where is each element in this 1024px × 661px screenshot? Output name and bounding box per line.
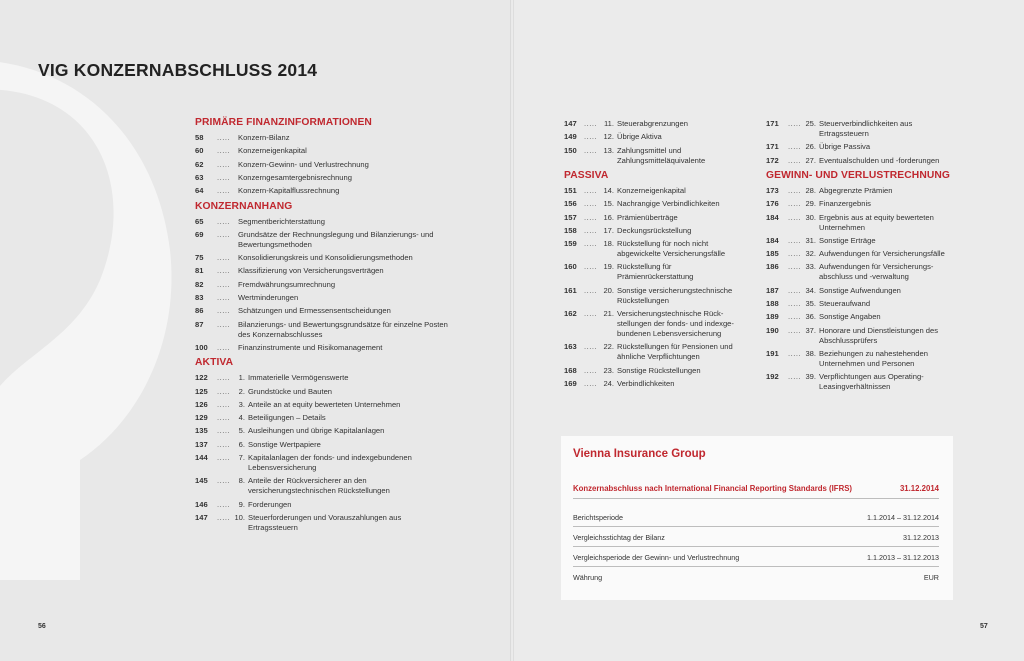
toc-entry xyxy=(195,266,485,276)
toc-entry-text: Kapitalanlagen der fonds- und indexgebundenen xyxy=(248,453,412,462)
toc-dots: ..... xyxy=(217,306,231,316)
toc-entry xyxy=(195,453,485,473)
toc-entry xyxy=(564,119,754,129)
toc-page-number: 126 xyxy=(195,399,208,409)
toc-entry-text: Grundsätze der Rechnungslegung und Bilanzierungs- und xyxy=(238,229,434,239)
toc-page-number: 191 xyxy=(766,348,779,358)
divider xyxy=(573,566,939,567)
toc-entry-text: Übrige Passiva xyxy=(819,142,871,152)
toc-dots: ..... xyxy=(788,348,802,358)
toc-page-number: 192 xyxy=(766,372,779,382)
toc-entry-text: Rückstellungen xyxy=(617,295,669,305)
toc-page-number: 83 xyxy=(195,293,204,302)
toc-page-number: 129 xyxy=(195,413,208,423)
toc-page-number: 171 xyxy=(766,142,779,152)
toc-dots: ..... xyxy=(217,159,231,169)
info-row-value: 1.1.2014 – 31.12.2014 xyxy=(867,513,939,522)
toc-page-number: 185 xyxy=(766,249,779,259)
toc-entry-text: Sonstige versicherungstechnische xyxy=(617,285,733,295)
toc-entry xyxy=(195,500,485,510)
toc-index: 20. xyxy=(603,285,614,295)
toc-entry-text: Konzerneigenkapital xyxy=(238,146,307,156)
toc-page-number: 60 xyxy=(195,146,204,156)
toc-dots: ..... xyxy=(217,229,231,239)
toc-entry-text: Konzern-Kapitalflussrechnung xyxy=(238,186,340,196)
toc-dots: ..... xyxy=(217,279,231,289)
toc-page-number: 186 xyxy=(766,262,779,272)
toc-entry-text: Ergebnis aus at equity bewerteten xyxy=(819,212,934,222)
toc-entry-text: Beteiligungen – Details xyxy=(248,413,326,423)
toc-page-number: 125 xyxy=(195,386,208,396)
toc-dots: ..... xyxy=(217,399,231,409)
toc-entry xyxy=(766,312,966,322)
info-subtitle-date: 31.12.2014 xyxy=(899,484,939,493)
info-row-value: 1.1.2013 – 31.12.2013 xyxy=(867,553,939,562)
toc-entry xyxy=(564,199,754,209)
toc-entry-text: Steuerforderungen und Vorauszahlungen aus xyxy=(248,512,402,522)
toc-index: 25. xyxy=(805,119,816,128)
toc-entry xyxy=(766,372,966,392)
toc-entry-text: Eventualschulden und -forderungen xyxy=(819,155,940,165)
toc-dots: ..... xyxy=(584,378,598,388)
info-row-label: Vergleichsstichtag der Bilanz xyxy=(573,533,665,542)
toc-entry-text: Aufwendungen für Versicherungs- xyxy=(819,262,934,272)
toc-entry-text: Prämienüberträge xyxy=(617,212,678,222)
toc-entry-text: Rückstellungen für Pensionen und xyxy=(617,342,733,352)
toc-entry xyxy=(195,133,485,143)
toc-dots: ..... xyxy=(584,239,598,249)
toc-entry xyxy=(195,293,485,303)
toc-entry xyxy=(766,186,966,196)
toc-entry xyxy=(766,156,966,166)
toc-entry xyxy=(195,217,485,227)
toc-dots: ..... xyxy=(788,155,802,165)
toc-dots: ..... xyxy=(788,312,802,322)
toc-entry xyxy=(195,253,485,263)
toc-dots: ..... xyxy=(788,199,802,209)
toc-entry-text: Fremdwährungsumrechnung xyxy=(238,279,336,289)
toc-index: 21. xyxy=(603,309,614,318)
toc-index: 38. xyxy=(805,348,816,358)
toc-entry-text: Bilanzierungs- und Bewertungsgrundsätze für einzelne Posten xyxy=(238,319,448,329)
toc-index: 1. xyxy=(238,373,245,383)
toc-dots: ..... xyxy=(217,373,231,383)
toc-entry-text: Finanzinstrumente und Risikomanagement xyxy=(238,342,383,352)
toc-dots: ..... xyxy=(788,142,802,152)
divider xyxy=(573,546,939,547)
toc-entry-text: Anteile der Rückversicherer an den xyxy=(248,476,367,486)
toc-entry-text: Segmentberichterstattung xyxy=(238,216,325,226)
toc-page-number: 189 xyxy=(766,312,779,322)
toc-dots: ..... xyxy=(584,365,598,375)
toc-entry-text: bundenen Lebensversicherung xyxy=(617,329,722,338)
toc-entry xyxy=(195,320,485,340)
info-row-label: Berichtsperiode xyxy=(573,513,623,522)
toc-page-number: 86 xyxy=(195,306,204,316)
toc-entry xyxy=(564,286,754,306)
toc-page-number: 135 xyxy=(195,426,208,436)
toc-page-number: 184 xyxy=(766,235,779,245)
toc-entry xyxy=(766,326,966,346)
toc-entry-text: Forderungen xyxy=(248,499,292,509)
toc-dots: ..... xyxy=(788,299,802,308)
toc-entry-text: Klassifizierung von Versicherungsverträgen xyxy=(238,266,384,276)
toc-dots: ..... xyxy=(217,413,231,423)
toc-entry xyxy=(195,186,485,196)
toc-dots: ..... xyxy=(788,372,802,382)
toc-page-number: 81 xyxy=(195,266,204,276)
toc-index: 5. xyxy=(238,426,245,436)
toc-page-number: 159 xyxy=(564,239,577,249)
toc-entry xyxy=(195,173,485,183)
toc-dots: ..... xyxy=(584,119,598,128)
toc-page-number: 163 xyxy=(564,342,577,352)
toc-index: 18. xyxy=(603,239,614,249)
toc-index: 28. xyxy=(805,185,816,195)
toc-index: 27. xyxy=(805,155,816,165)
toc-page-number: 137 xyxy=(195,439,208,449)
page-number-right: 57 xyxy=(980,623,988,630)
toc-page-number: 158 xyxy=(564,225,577,235)
toc-dots: ..... xyxy=(788,235,802,245)
toc-entry xyxy=(564,186,754,196)
toc-dots: ..... xyxy=(217,476,231,486)
toc-entry xyxy=(195,400,485,410)
toc-index: 2. xyxy=(238,386,245,396)
toc-entry xyxy=(195,426,485,436)
toc-page-number: 168 xyxy=(564,365,577,375)
toc-dots: ..... xyxy=(217,146,231,156)
toc-entry-text: Konsolidierungskreis und Konsolidierungsmethoden xyxy=(238,253,413,263)
toc-index: 23. xyxy=(603,365,614,375)
toc-dots: ..... xyxy=(217,266,231,276)
info-row-label: Vergleichsperiode der Gewinn- und Verlustrechnung xyxy=(573,553,740,562)
toc-index: 26. xyxy=(805,142,816,152)
toc-entry-text: des Konzernabschlusses xyxy=(238,329,323,339)
toc-entry xyxy=(564,309,754,339)
info-row-value: 31.12.2013 xyxy=(903,533,939,542)
section-heading-guv: GEWINN- UND VERLUSTRECHNUNG xyxy=(766,169,951,181)
toc-dots: ..... xyxy=(217,319,231,329)
toc-page-number: 156 xyxy=(564,199,577,209)
toc-page-number: 87 xyxy=(195,319,204,329)
toc-entry xyxy=(766,249,966,259)
toc-entry-text: stellungen der fonds- und indexge- xyxy=(617,319,734,328)
toc-page-number: 157 xyxy=(564,212,577,222)
toc-entry xyxy=(195,230,485,250)
toc-dots: ..... xyxy=(584,185,598,195)
brand-name: Vienna Insurance Group xyxy=(573,448,706,460)
toc-index: 37. xyxy=(805,325,816,335)
toc-entry xyxy=(564,239,754,259)
toc-entry xyxy=(195,160,485,170)
toc-entry xyxy=(564,262,754,282)
toc-page-number: 75 xyxy=(195,253,204,263)
toc-index: 4. xyxy=(238,413,245,423)
toc-entry-text: Konzerneigenkapital xyxy=(617,185,686,195)
toc-page-number: 187 xyxy=(766,285,779,295)
toc-dots: ..... xyxy=(217,499,231,509)
toc-entry xyxy=(766,199,966,209)
info-subtitle: Konzernabschluss nach International Financial Reporting Standards (IFRS) xyxy=(573,484,852,493)
toc-page-number: 82 xyxy=(195,279,204,289)
toc-entry xyxy=(564,366,754,376)
toc-page-number: 173 xyxy=(766,185,779,195)
toc-page-number: 184 xyxy=(766,212,779,222)
toc-dots: ..... xyxy=(217,186,231,196)
toc-entry xyxy=(195,476,485,496)
toc-page-number: 100 xyxy=(195,342,208,352)
info-box xyxy=(561,436,953,600)
toc-entry-text: Ausleihungen und übrige Kapitalanlagen xyxy=(248,426,385,436)
toc-entry-text: Anteile an at equity bewerteten Unternehmen xyxy=(248,399,401,409)
toc-entry-text: Sonstige Wertpapiere xyxy=(248,439,321,449)
toc-entry-text: Rückstellung für xyxy=(617,262,672,272)
toc-entry xyxy=(195,513,485,533)
toc-entry-text: Sonstige Aufwendungen xyxy=(819,285,901,295)
toc-entry xyxy=(766,236,966,246)
right-page xyxy=(514,0,1024,661)
toc-entry-text: Ertragssteuern xyxy=(248,522,298,532)
toc-dots: ..... xyxy=(217,386,231,396)
toc-page-number: 64 xyxy=(195,186,204,196)
toc-entry-text: Sonstige Rückstellungen xyxy=(617,365,701,375)
toc-entry-text: Konzern-Gewinn- und Verlustrechnung xyxy=(238,159,369,169)
toc-entry-text: Steueraufwand xyxy=(819,299,871,308)
toc-index: 39. xyxy=(805,372,816,382)
section-heading-passiva: PASSIVA xyxy=(564,169,609,181)
toc-index: 6. xyxy=(238,439,245,449)
info-row-label: Währung xyxy=(573,573,603,582)
toc-entry-text: Immaterielle Vermögenswerte xyxy=(248,373,349,383)
toc-index: 14. xyxy=(603,185,614,195)
toc-dots: ..... xyxy=(217,293,231,302)
page-number-left: 56 xyxy=(38,623,46,630)
toc-entry xyxy=(195,440,485,450)
toc-index: 31. xyxy=(805,235,816,245)
toc-entry-text: Rückstellung für noch nicht xyxy=(617,239,709,249)
section-heading-aktiva: AKTIVA xyxy=(195,357,234,369)
toc-entry xyxy=(564,146,754,166)
toc-page-number: 190 xyxy=(766,325,779,335)
toc-entry-text: Zahlungsmittel und xyxy=(617,145,682,155)
section-heading-anhang: KONZERNANHANG xyxy=(195,200,293,212)
toc-entry-text: Finanzergebnis xyxy=(819,199,871,209)
toc-entry-text: Deckungsrückstellung xyxy=(617,225,692,235)
toc-page-number: 171 xyxy=(766,119,779,128)
toc-dots: ..... xyxy=(584,285,598,295)
toc-dots: ..... xyxy=(217,426,231,436)
toc-entry-text: Prämienrückerstattung xyxy=(617,272,694,282)
toc-dots: ..... xyxy=(584,145,598,155)
toc-entry-text: abgewickelte Versicherungsfälle xyxy=(617,249,726,259)
logo-watermark xyxy=(0,60,180,580)
toc-index: 24. xyxy=(603,378,614,388)
toc-entry xyxy=(195,387,485,397)
toc-entry-text: Honorare und Dienstleistungen des xyxy=(819,325,939,335)
toc-page-number: 188 xyxy=(766,299,779,308)
toc-entry-text: Sonstige Erträge xyxy=(819,235,876,245)
toc-index: 19. xyxy=(603,262,614,272)
toc-page-number: 69 xyxy=(195,229,204,239)
toc-entry xyxy=(766,262,966,282)
left-page xyxy=(0,0,510,661)
toc-page-number: 151 xyxy=(564,185,577,195)
toc-dots: ..... xyxy=(217,439,231,449)
toc-entry-text: Lebensversicherung xyxy=(248,463,317,472)
toc-entry-text: Versicherungstechnische Rück- xyxy=(617,309,724,318)
toc-dots: ..... xyxy=(788,249,802,259)
toc-entry-text: Steuerverbindlichkeiten aus xyxy=(819,119,913,128)
toc-entry-text: Sonstige Angaben xyxy=(819,312,881,322)
toc-entry xyxy=(766,119,966,139)
toc-page-number: 150 xyxy=(564,145,577,155)
toc-entry-text: Aufwendungen für Versicherungsfälle xyxy=(819,249,945,259)
toc-entry xyxy=(564,132,754,142)
toc-page-number: 58 xyxy=(195,133,204,142)
toc-dots: ..... xyxy=(584,262,598,272)
toc-dots: ..... xyxy=(788,212,802,222)
toc-entry xyxy=(564,213,754,223)
toc-index: 36. xyxy=(805,312,816,322)
toc-dots: ..... xyxy=(788,325,802,335)
toc-entry-text: ähnliche Verpflichtungen xyxy=(617,352,700,362)
toc-index: 13. xyxy=(603,145,614,155)
toc-dots: ..... xyxy=(217,253,231,263)
section-heading-primaer: PRIMÄRE FINANZINFORMATIONEN xyxy=(195,117,372,128)
toc-entry xyxy=(564,226,754,236)
toc-entry-text: Unternehmen xyxy=(819,222,866,232)
toc-page-number: 176 xyxy=(766,199,779,209)
toc-index: 11. xyxy=(604,119,614,128)
toc-index: 12. xyxy=(603,132,614,142)
toc-entry xyxy=(195,413,485,423)
toc-entry-text: Zahlungsmitteläquivalente xyxy=(617,155,706,165)
toc-index: 10. xyxy=(234,512,245,522)
toc-index: 16. xyxy=(603,212,614,222)
toc-dots: ..... xyxy=(584,199,598,209)
toc-entry-text: Wertminderungen xyxy=(238,293,299,302)
toc-entry-text: Leasingverhältnissen xyxy=(819,382,891,392)
toc-entry-text: Schätzungen und Ermessensentscheidungen xyxy=(238,306,391,316)
toc-entry xyxy=(195,280,485,290)
toc-index: 8. xyxy=(238,476,245,486)
toc-entry xyxy=(195,343,485,353)
toc-dots: ..... xyxy=(788,185,802,195)
toc-entry-text: Konzerngesamtergebnisrechnung xyxy=(238,172,352,182)
toc-index: 3. xyxy=(238,399,245,409)
toc-page-number: 145 xyxy=(195,476,208,486)
toc-index: 33. xyxy=(805,262,816,272)
toc-entry-text: Abgegrenzte Prämien xyxy=(819,185,893,195)
toc-entry-text: Grundstücke und Bauten xyxy=(248,386,333,396)
toc-page-number: 62 xyxy=(195,159,204,169)
divider xyxy=(573,526,939,527)
info-row-value: EUR xyxy=(923,573,939,582)
toc-entry xyxy=(766,213,966,233)
toc-index: 7. xyxy=(238,453,245,462)
toc-page-number: 169 xyxy=(564,378,577,388)
toc-page-number: 147 xyxy=(564,119,577,128)
toc-index: 35. xyxy=(805,299,816,308)
toc-entry-text: Steuerabgrenzungen xyxy=(617,119,688,128)
toc-entry-text: Übrige Aktiva xyxy=(617,132,662,142)
toc-entry-text: Beziehungen zu nahestehenden xyxy=(819,348,928,358)
toc-entry-text: Unternehmen und Personen xyxy=(819,358,915,368)
toc-entry xyxy=(766,299,966,309)
toc-entry-text: Bewertungsmethoden xyxy=(238,239,312,249)
toc-page-number: 63 xyxy=(195,172,204,182)
toc-dots: ..... xyxy=(217,342,231,352)
toc-entry xyxy=(766,142,966,152)
toc-dots: ..... xyxy=(584,342,598,352)
toc-page-number: 144 xyxy=(195,453,208,462)
divider xyxy=(573,498,939,499)
toc-index: 15. xyxy=(603,199,614,209)
toc-dots: ..... xyxy=(217,453,231,462)
toc-dots: ..... xyxy=(217,512,231,522)
toc-dots: ..... xyxy=(217,172,231,182)
toc-index: 22. xyxy=(603,342,614,352)
toc-entry xyxy=(564,379,754,389)
toc-entry xyxy=(195,306,485,316)
toc-index: 9. xyxy=(238,499,245,509)
toc-dots: ..... xyxy=(788,285,802,295)
toc-page-number: 160 xyxy=(564,262,577,272)
toc-entry-text: Ertragssteuern xyxy=(819,129,869,138)
toc-dots: ..... xyxy=(788,262,802,272)
toc-entry-text: Nachrangige Verbindlichkeiten xyxy=(617,199,720,209)
toc-page-number: 149 xyxy=(564,132,577,142)
toc-dots: ..... xyxy=(584,225,598,235)
toc-page-number: 161 xyxy=(564,285,577,295)
toc-index: 34. xyxy=(805,285,816,295)
toc-entry-text: Konzern-Bilanz xyxy=(238,133,290,142)
toc-entry xyxy=(564,342,754,362)
toc-dots: ..... xyxy=(217,133,231,142)
toc-entry xyxy=(766,286,966,296)
toc-index: 32. xyxy=(805,249,816,259)
toc-entry-text: Verbindlichkeiten xyxy=(617,378,675,388)
toc-page-number: 122 xyxy=(195,373,208,383)
toc-dots: ..... xyxy=(584,132,598,142)
toc-dots: ..... xyxy=(584,212,598,222)
toc-dots: ..... xyxy=(217,216,231,226)
toc-dots: ..... xyxy=(788,119,802,128)
toc-index: 17. xyxy=(603,225,614,235)
toc-page-number: 147 xyxy=(195,512,208,522)
document-title: VIG KONZERNABSCHLUSS 2014 xyxy=(38,60,318,80)
toc-entry xyxy=(195,146,485,156)
toc-index: 29. xyxy=(805,199,816,209)
toc-entry-text: versicherungstechnischen Rückstellungen xyxy=(248,486,390,496)
toc-page-number: 172 xyxy=(766,155,779,165)
toc-dots: ..... xyxy=(584,309,598,318)
toc-page-number: 162 xyxy=(564,309,577,318)
toc-entry-text: Verpflichtungen aus Operating- xyxy=(819,372,924,382)
toc-page-number: 146 xyxy=(195,499,208,509)
toc-entry xyxy=(195,373,485,383)
toc-entry xyxy=(766,349,966,369)
toc-page-number: 65 xyxy=(195,216,204,226)
toc-entry-text: abschluss und -verwaltung xyxy=(819,272,909,282)
toc-entry-text: Abschlussprüfers xyxy=(819,335,878,345)
toc-index: 30. xyxy=(805,212,816,222)
